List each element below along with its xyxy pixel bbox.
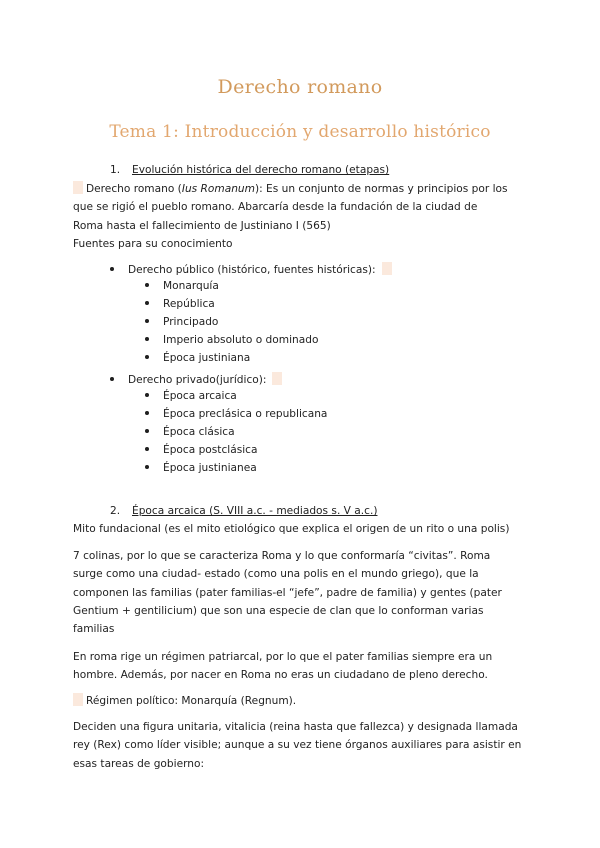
fuentes-line: Fuentes para su conocimiento [73, 237, 233, 250]
list-item-private: Derecho privado(jurídico): [110, 372, 282, 386]
highlight-marker [382, 262, 392, 275]
bullet-icon [145, 411, 149, 415]
highlight-marker [272, 372, 282, 385]
bullet-icon [145, 319, 149, 323]
list-item: Época preclásica o republicana [145, 408, 327, 420]
bullet-icon [145, 301, 149, 305]
highlight-marker [73, 693, 83, 706]
bullet-icon [110, 267, 114, 271]
paragraph-patriarcal: En roma rige un régimen patriarcal, por lo que el pater familias siempre era un hombre. Además, por nacer en Roma no eras un ciudadano de pleno derecho. [73, 651, 493, 682]
list-item-public: Derecho público (histórico, fuentes históricas): [110, 262, 392, 276]
section-1-number: 1. [110, 164, 121, 176]
document-subtitle: Tema 1: Introducción y desarrollo histórico [109, 122, 491, 142]
bullet-icon [145, 393, 149, 397]
document-title: Derecho romano [217, 76, 383, 98]
paragraph-colinas: 7 colinas, por lo que se caracteriza Roma y lo que conformaría “civitas”. Roma surge como una ciudad- estado (como una polis en el mundo griego), que la componen las familias (pater familias-el “jefe”, padre de familia) y gentes (pater Gentium + gentilicium) que son una especie de clan que lo conforman varias familias [73, 550, 502, 636]
section-1-title: Evolución histórica del derecho romano (etapas) [132, 164, 390, 176]
list-item: Época justinianea [145, 462, 257, 474]
paragraph-rey: Deciden una figura unitaria, vitalicia (reina hasta que fallezca) y designada llamada rey (Rex) como líder visible; aunque a su vez tiene órganos auxiliares para asistir en esas tareas de gobierno: [73, 721, 522, 770]
bullet-icon [145, 283, 149, 287]
regimen-line: Régimen político: Monarquía (Regnum). [73, 692, 533, 710]
bullet-icon [145, 337, 149, 341]
bullet-icon [145, 447, 149, 451]
section-1-heading [110, 164, 389, 176]
list-item: Época arcaica [145, 390, 237, 402]
bullet-icon [110, 377, 114, 381]
list-item: Época postclásica [145, 444, 258, 456]
section-1-intro: Derecho romano (Ius Romanum): Es un conjunto de normas y principios por los que se rigió el pueblo romano. Abarcaría desde la fundación de la ciudad de Roma hasta el fallecimiento de Justiniano I (565) Fuentes para su conocimiento [73, 180, 533, 253]
section-2-title: Época arcaica (S. VIII a.c. - mediados s. V a.c.) [132, 505, 378, 517]
bullet-icon [145, 429, 149, 433]
list-item: República [145, 298, 215, 310]
section-2-number: 2. [110, 505, 121, 517]
list-item: Imperio absoluto o dominado [145, 334, 318, 346]
list-item: Época justiniana [145, 352, 250, 364]
section-2-heading [110, 505, 377, 517]
list-item: Época clásica [145, 426, 235, 438]
list-item: Principado [145, 316, 218, 328]
highlight-marker [73, 181, 83, 194]
bullet-icon [145, 465, 149, 469]
mito-paragraph: Mito fundacional (es el mito etiológico que explica el origen de un rito o una polis) [73, 523, 510, 535]
list-item: Monarquía [145, 280, 219, 292]
bullet-icon [145, 355, 149, 359]
